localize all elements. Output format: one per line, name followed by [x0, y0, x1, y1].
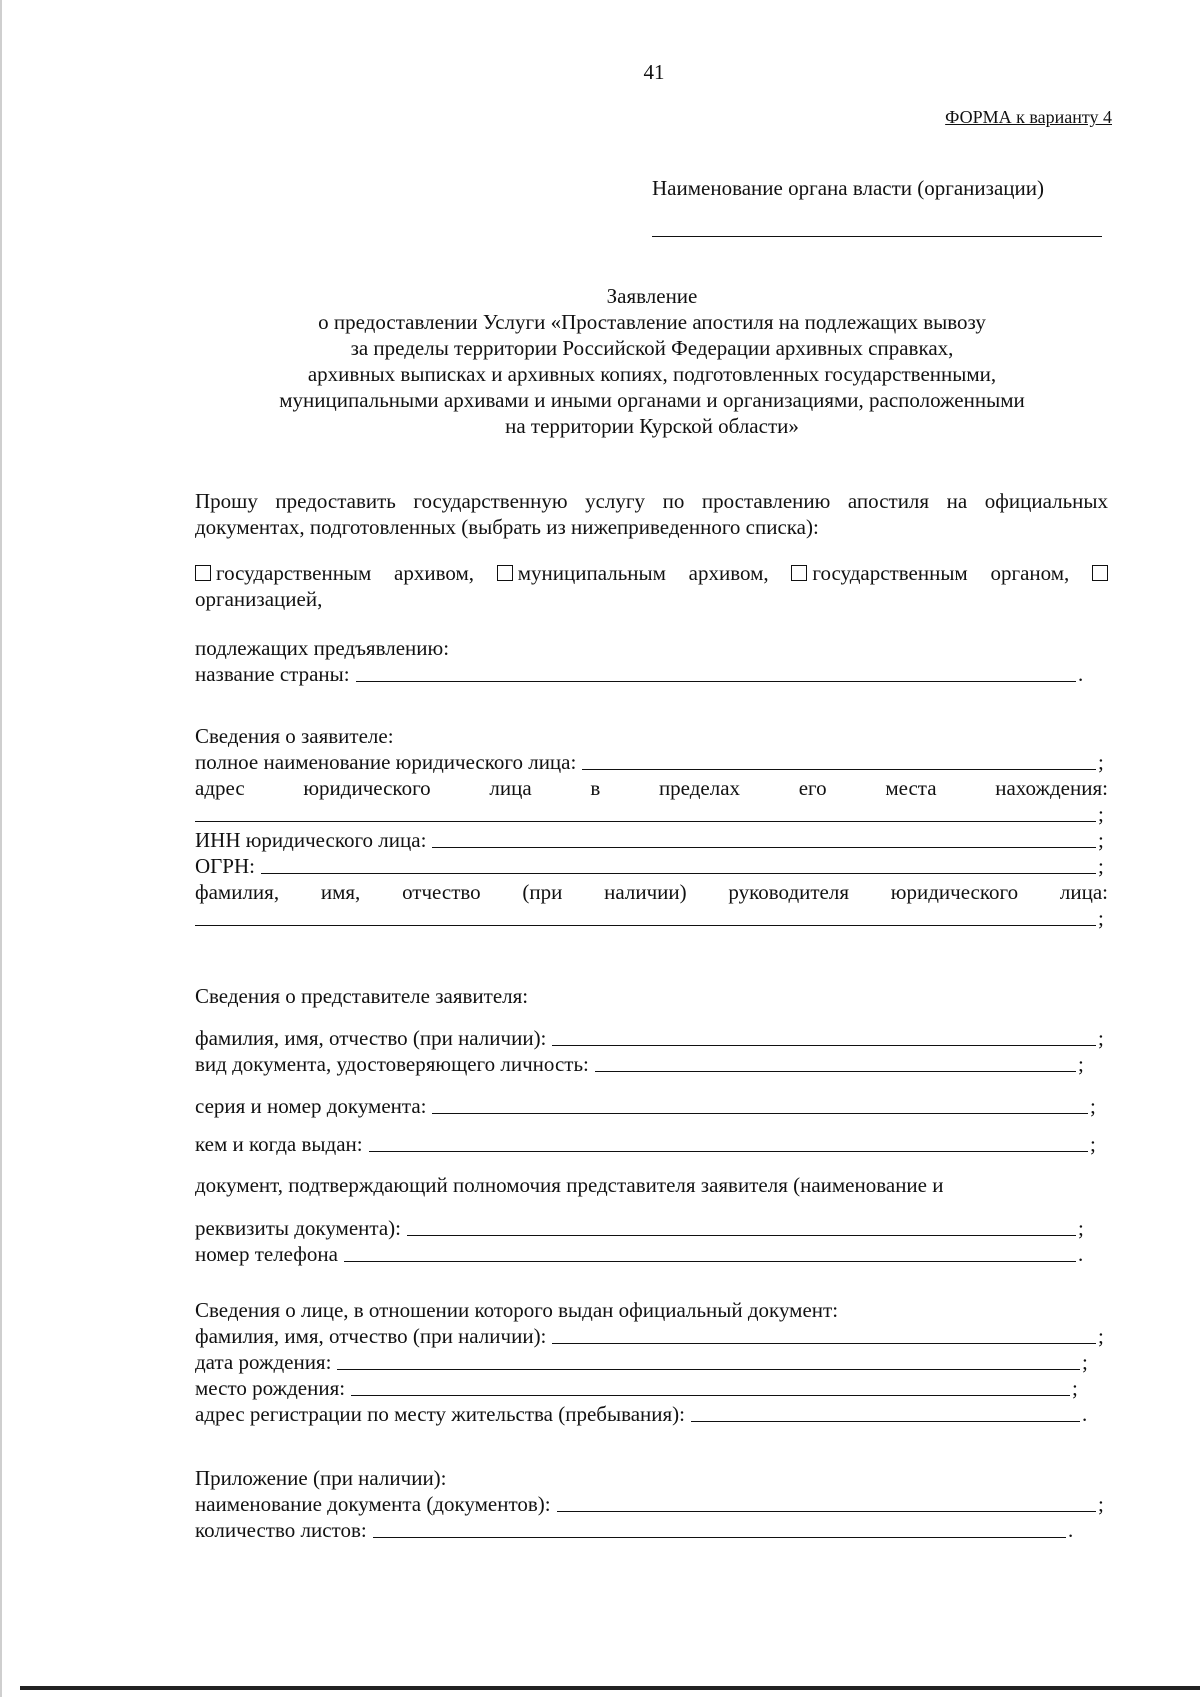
country-row: название страны: . [195, 662, 1084, 686]
subject-fio-field[interactable] [552, 1343, 1096, 1344]
title-line: на территории Курской области» [505, 414, 799, 438]
head-row: ; [195, 905, 1108, 931]
attachment-doc-field[interactable] [557, 1511, 1096, 1512]
rep-authority-row: реквизиты документа): ; [195, 1216, 1084, 1240]
title-line: муниципальными архивами и иными органами и организациями, расположенными [279, 388, 1025, 412]
ogrn-row: ОГРН: ; [195, 854, 1104, 878]
rep-issued-row: кем и когда выдан: ; [195, 1132, 1096, 1156]
inn-row: ИНН юридического лица: ; [195, 828, 1104, 852]
ogrn-field[interactable] [261, 873, 1096, 874]
checkbox-icon[interactable] [791, 565, 807, 581]
org-name-field[interactable] [652, 236, 1102, 237]
request-paragraph: Прошу предоставить государственную услугу по проставлению апостиля на официальных документах, подготовленных (выбрать из нижеприведенного списка): [195, 489, 1108, 539]
page-number: 41 [643, 60, 665, 84]
subject-heading: Сведения о лице, в отношении которого выдан официальный документ: [195, 1298, 839, 1322]
title-line: за пределы территории Российской Федерации архивных справках, [350, 336, 954, 360]
option-municipal-archive[interactable]: муниципальным архивом, [497, 561, 769, 585]
subject-fio-row: фамилия, имя, отчество (при наличии): ; [195, 1324, 1104, 1348]
rep-phone-row: номер телефона . [195, 1242, 1084, 1266]
title-line: о предоставлении Услуги «Проставление апостиля на подлежащих вывозу [318, 310, 986, 334]
address-label-row: адрес юридического лица в пределах его места нахождения: [195, 776, 1108, 800]
option-state-body[interactable]: государственным органом, [791, 561, 1069, 585]
country-field[interactable] [356, 681, 1076, 682]
checkbox-icon[interactable] [497, 565, 513, 581]
head-name-field[interactable] [195, 925, 1096, 926]
subject-birth-date-row: дата рождения: ; [195, 1350, 1088, 1374]
document-source-options [195, 560, 1108, 612]
rep-id-doc-field[interactable] [595, 1071, 1076, 1072]
representative-heading: Сведения о представителе заявителя: [195, 984, 529, 1008]
legal-address-field[interactable] [195, 821, 1096, 822]
subject-address-row: адрес регистрации по месту жительства (пребывания): . [195, 1402, 1088, 1426]
rep-series-field[interactable] [432, 1113, 1088, 1114]
attachment-heading: Приложение (при наличии): [195, 1466, 447, 1490]
inn-field[interactable] [432, 847, 1096, 848]
checkbox-icon[interactable] [1092, 565, 1108, 581]
address-row: ; [195, 801, 1108, 827]
page-bottom-border [20, 1686, 1200, 1690]
option-organization[interactable]: организацией, [195, 561, 1108, 611]
option-state-archive[interactable]: государственным архивом, [195, 561, 474, 585]
rep-fio-row: фамилия, имя, отчество (при наличии): ; [195, 1026, 1104, 1050]
rep-phone-field[interactable] [344, 1261, 1076, 1262]
legal-name-field[interactable] [582, 769, 1096, 770]
rep-authority-text: документ, подтверждающий полномочия представителя заявителя (наименование и [195, 1173, 944, 1197]
head-label-row: фамилия, имя, отчество (при наличии) руководителя юридического лица: [195, 880, 1108, 904]
title-line: архивных выписках и архивных копиях, подготовленных государственными, [307, 362, 997, 386]
legal-name-row: полное наименование юридического лица: ; [195, 750, 1104, 774]
subject-birth-place-row: место рождения: ; [195, 1376, 1078, 1400]
document-title [182, 283, 1122, 439]
subject-birth-date-field[interactable] [337, 1369, 1080, 1370]
subject-birth-place-field[interactable] [351, 1395, 1070, 1396]
org-name-label: Наименование органа власти (организации) [652, 176, 1044, 200]
attachment-doc-row: наименование документа (документов): ; [195, 1492, 1104, 1516]
title-heading: Заявление [606, 284, 698, 308]
applicant-heading: Сведения о заявителе: [195, 724, 394, 748]
rep-id-doc-row: вид документа, удостоверяющего личность: ; [195, 1052, 1084, 1076]
presentation-heading: подлежащих предъявлению: [195, 636, 450, 660]
rep-series-row: серия и номер документа: ; [195, 1094, 1096, 1118]
attachment-sheets-field[interactable] [373, 1537, 1066, 1538]
form-variant-label: ФОРМА к варианту 4 [945, 107, 1112, 127]
subject-address-field[interactable] [691, 1421, 1080, 1422]
attachment-sheets-row: количество листов: . [195, 1518, 1074, 1542]
checkbox-icon[interactable] [195, 565, 211, 581]
rep-authority-field[interactable] [407, 1235, 1076, 1236]
rep-issued-field[interactable] [369, 1151, 1088, 1152]
rep-fio-field[interactable] [552, 1045, 1096, 1046]
